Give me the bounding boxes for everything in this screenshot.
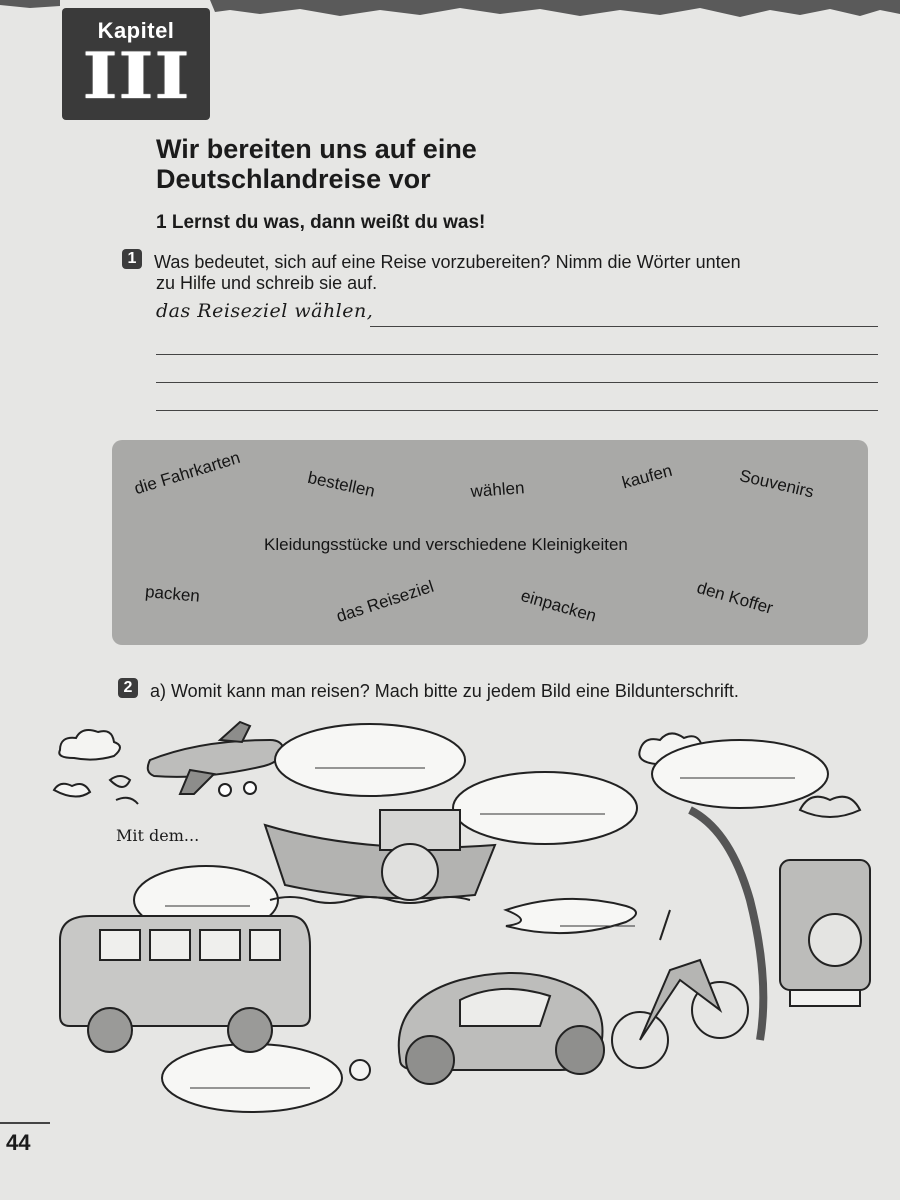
word-bestellen: bestellen [306,468,377,501]
transport-illustration [40,710,900,1130]
page-number-rule [0,1122,50,1124]
section-heading: 1 Lernst du was, dann weißt du was! [156,212,486,233]
word-fahrkarten: die Fahrkarten [132,447,243,499]
answer-line-4[interactable] [156,410,878,411]
flag-motorbike [506,899,636,933]
answer-line-1[interactable] [370,326,878,327]
word-einpacken: einpacken [518,586,599,626]
word-kleidungsstuecke: Kleidungsstücke und verschiedene Kleinigkeiten [264,535,628,554]
word-packen: packen [144,582,201,606]
exercise-1-text-line-1: Was bedeutet, sich auf eine Reise vorzubereiten? Nimm die Wörter unten [154,252,741,272]
answer-line-2[interactable] [156,354,878,355]
page-number: 44 [6,1130,31,1155]
title-line-2: Deutschlandreise vor [156,164,431,194]
answer-line-3[interactable] [156,382,878,383]
caption-prefix: Mit dem... [116,826,200,845]
motorbike [612,910,748,1068]
exercise-1-text-line-2: zu Hilfe und schreib sie auf. [156,273,378,293]
bubble-airplane [275,724,465,796]
car [350,973,604,1084]
word-box [112,440,868,645]
bubble-car [162,1044,342,1112]
title-line-1: Wir bereiten uns auf eine [156,134,477,164]
chapter-number: III [82,39,190,114]
bubble-ship [453,772,637,844]
word-waehlen: wählen [470,478,526,501]
chapter-label: Kapitel [97,18,175,43]
word-koffer: den Koffer [694,578,776,618]
bubble-train [652,740,828,808]
word-souvenirs: Souvenirs [737,466,816,502]
word-reiseziel: das Reiseziel [334,576,437,627]
word-kaufen: kaufen [620,460,675,493]
airplane [110,722,284,804]
handwritten-answer: das Reiseziel wählen, [156,300,374,322]
page-title [156,134,756,194]
exercise-2-number: 2 [118,678,138,698]
exercise-1-number: 1 [122,249,142,269]
exercise-2-text: a) Womit kann man reisen? Mach bitte zu jedem Bild eine Bildunterschrift. [150,681,739,701]
bus [60,916,310,1052]
ship [265,810,495,903]
chapter-badge [62,8,210,120]
